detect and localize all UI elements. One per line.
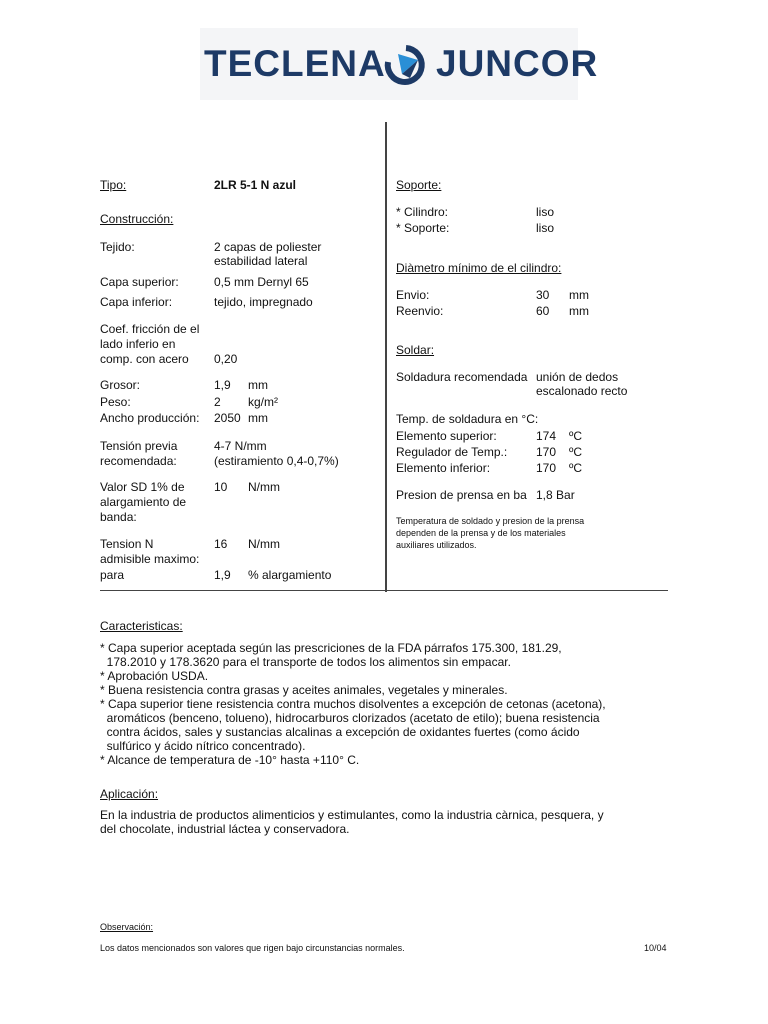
para-value: 1,9 xyxy=(214,568,231,582)
coef-label-2: lado inferio en xyxy=(100,337,176,351)
grosor-value: 1,9 xyxy=(214,378,231,392)
aplicacion-text xyxy=(100,808,660,836)
tipo-label: Tipo: xyxy=(100,178,127,192)
tension-value-2: (estiramiento 0,4-0,7%) xyxy=(214,454,339,468)
para-unit: % alargamiento xyxy=(248,568,332,582)
elem-inf-unit: ºC xyxy=(569,461,583,475)
soldar-title: Soldar: xyxy=(396,343,435,357)
grosor-label: Grosor: xyxy=(100,378,141,392)
aplicacion-line: del chocolate, industrial láctea y conservadora. xyxy=(100,822,350,836)
ancho-unit: mm xyxy=(248,411,268,425)
section-divider xyxy=(100,590,668,591)
tension-n-unit: N/mm xyxy=(248,537,280,551)
logo-right-word: JUNCOR xyxy=(436,43,599,84)
soldadura-value-1: unión de dedos xyxy=(536,370,619,384)
capa-inferior-label: Capa inferior: xyxy=(100,295,173,309)
tension-label-1: Tensión previa xyxy=(100,439,178,453)
tension-n-label-2: admisible maximo: xyxy=(100,552,200,566)
elem-inf-value: 170 xyxy=(536,461,557,475)
column-divider xyxy=(385,122,387,592)
tension-value-1: 4-7 N/mm xyxy=(214,439,267,453)
logo-mark-icon xyxy=(380,40,430,90)
elem-sup-label: Elemento superior: xyxy=(396,429,497,443)
tension-label-2: recomendada: xyxy=(100,454,177,468)
capa-superior-label: Capa superior: xyxy=(100,275,179,289)
capa-superior-value: 0,5 mm Dernyl 65 xyxy=(214,275,309,289)
temp-label: Temp. de soldadura en °C: xyxy=(396,412,539,426)
caracteristica-line: * Capa superior aceptada según las prescriciones de la FDA párrafos 175.300, 181.29, xyxy=(100,641,562,655)
cilindro-value: liso xyxy=(536,205,555,219)
envio-value: 30 xyxy=(536,288,550,302)
capa-inferior-value: tejido, impregnado xyxy=(214,295,313,309)
reenvio-label: Reenvio: xyxy=(396,304,444,318)
elem-sup-value: 174 xyxy=(536,429,557,443)
caracteristica-line: 178.2010 y 178.3620 para el transporte de todos los alimentos sin empacar. xyxy=(100,655,511,669)
tension-n-value: 16 xyxy=(214,537,228,551)
peso-label: Peso: xyxy=(100,395,131,409)
observacion-text: Los datos mencionados son valores que rigen bajo circunstancias normales. xyxy=(100,943,405,953)
observacion-title: Observación: xyxy=(100,922,154,932)
tejido-value-2: estabilidad lateral xyxy=(214,254,308,268)
note-line-1: Temperatura de soldado y presion de la prensa xyxy=(396,516,585,526)
valor-unit: N/mm xyxy=(248,480,280,494)
regulador-label: Regulador de Temp.: xyxy=(396,445,508,459)
tipo-value: 2LR 5-1 N azul xyxy=(214,178,297,192)
note-line-3: auxiliares utilizados. xyxy=(396,540,477,550)
diametro-title: Diàmetro mínimo de el cilindro: xyxy=(396,261,562,275)
valor-label-2: alargamiento de xyxy=(100,495,187,509)
caracteristica-line: * Aprobación USDA. xyxy=(100,669,209,683)
caracteristica-line: * Capa superior tiene resistencia contra muchos disolventes a excepción de cetonas (acetona), xyxy=(100,697,606,711)
soporte-value: liso xyxy=(536,221,555,235)
tejido-value-1: 2 capas de poliester xyxy=(214,240,322,254)
peso-unit: kg/m² xyxy=(248,395,278,409)
tejido-label: Tejido: xyxy=(100,240,135,254)
para-label: para xyxy=(100,568,125,582)
caracteristica-line: * Alcance de temperatura de -10° hasta +110° C. xyxy=(100,753,360,767)
regulador-value: 170 xyxy=(536,445,557,459)
envio-label: Envio: xyxy=(396,288,430,302)
peso-value: 2 xyxy=(214,395,221,409)
soldadura-label: Soldadura recomendada xyxy=(396,370,528,384)
presion-value: 1,8 Bar xyxy=(536,488,575,502)
valor-label-1: Valor SD 1% de xyxy=(100,480,185,494)
reenvio-value: 60 xyxy=(536,304,550,318)
caracteristica-line: contra ácidos, sales y sustancias alcalinas a excepción de oxidantes fuertes (como ácido xyxy=(100,725,580,739)
aplicacion-line: En la industria de productos alimenticios y estimulantes, como la industria càrnica, pesquera, y xyxy=(100,808,604,822)
cilindro-label: * Cilindro: xyxy=(396,205,449,219)
presion-label: Presion de prensa en ba xyxy=(396,488,527,502)
caracteristica-line: aromáticos (benceno, tolueno), hidrocarburos clorizados (acetato de etilo); buena resistencia xyxy=(100,711,600,725)
logo-left-word: TECLENA xyxy=(204,43,386,84)
construccion-title: Construcción: xyxy=(100,212,174,226)
soporte-title: Soporte: xyxy=(396,178,442,192)
caracteristica-line: * Buena resistencia contra grasas y aceites animales, vegetales y minerales. xyxy=(100,683,508,697)
reenvio-unit: mm xyxy=(569,304,589,318)
note-line-2: dependen de la prensa y de los materiales xyxy=(396,528,566,538)
envio-unit: mm xyxy=(569,288,589,302)
valor-value: 10 xyxy=(214,480,228,494)
coef-label-3: comp. con acero xyxy=(100,352,189,366)
company-logo xyxy=(200,28,599,100)
ancho-value: 2050 xyxy=(214,411,241,425)
regulador-unit: ºC xyxy=(569,445,583,459)
elem-inf-label: Elemento inferior: xyxy=(396,461,491,475)
coef-value: 0,20 xyxy=(214,352,238,366)
caracteristicas-title: Caracteristicas: xyxy=(100,619,183,633)
soporte-label: * Soporte: xyxy=(396,221,450,235)
caracteristica-line: sulfúrico y ácido nítrico concentrado). xyxy=(100,739,306,753)
aplicacion-title: Aplicación: xyxy=(100,787,159,801)
tension-n-label-1: Tension N xyxy=(100,537,154,551)
caracteristicas-list xyxy=(100,641,660,767)
soldadura-value-2: escalonado recto xyxy=(536,384,628,398)
grosor-unit: mm xyxy=(248,378,268,392)
elem-sup-unit: ºC xyxy=(569,429,583,443)
valor-label-3: banda: xyxy=(100,510,137,524)
coef-label-1: Coef. fricción de el xyxy=(100,322,200,336)
ancho-label: Ancho producción: xyxy=(100,411,200,425)
document-date: 10/04 xyxy=(644,943,667,953)
